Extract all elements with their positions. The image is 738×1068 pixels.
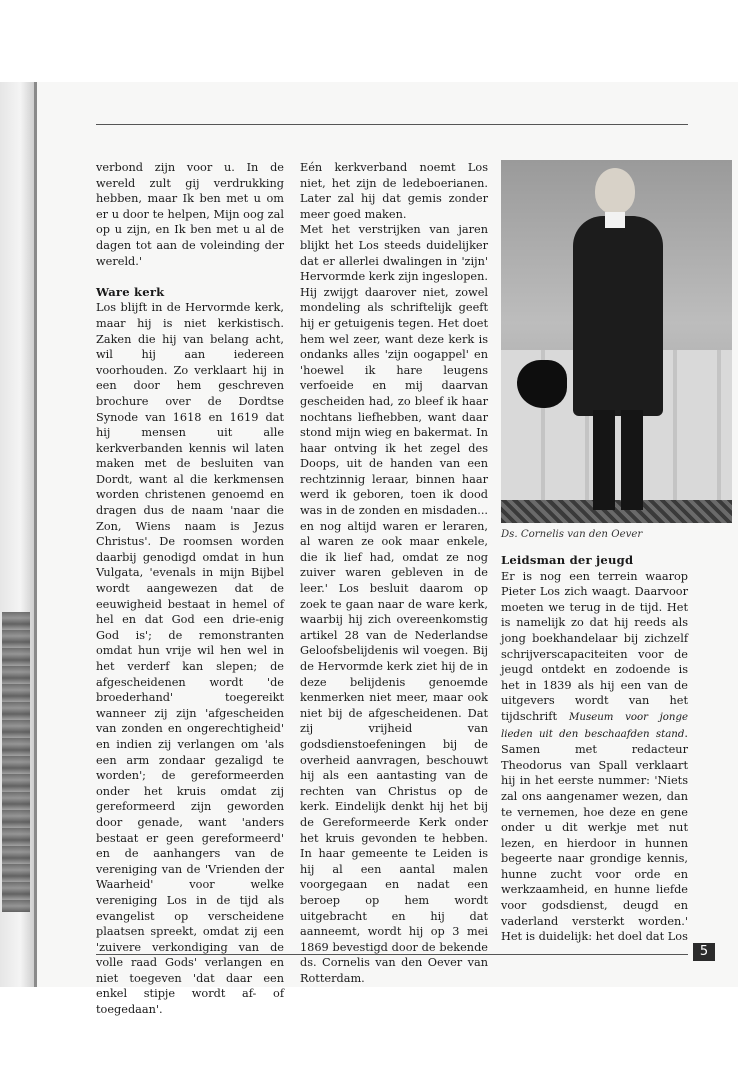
paragraph: Eén kerkverband noemt Los niet, het zijn de ledeboerianen. Later zal hij dat gemis zonder meer goed maken. [300,161,488,221]
text-column-2 [300,160,488,986]
page-number: 5 [693,943,715,961]
paragraph: Los blijft in de Hervormde kerk, maar hij is niet kerkistisch. Zaken die hij van belang acht, wil hij aan iedereen voorhouden. Zo verklaart hij in een door hem geschreven brochure over de Dordtse Synode van 1618 en 1619 dat hij mensen uit alle kerkverbanden kennis wil laten maken met de besluiten van Dordt, want al die kerkmensen worden christenen genoemd en dragen dus de naam 'naar die Zon, Wiens naam is Jezus Christus'. De roomsen worden daarbij genodigd omdat in hun Vulgata, 'evenals in mijn Bijbel wordt aangewezen dat de eeuwigheid bestaat in hemel of hel en dat God een drie-enig God is'; de remonstranten omdat hun vrije wil hen wel in het verderf kan slepen; de afgescheidenen wordt 'de broederhand' toegereikt wanneer zij zijn 'afgescheiden van zonden en ongerechtigheid' en indien zij verlangen om 'als een arm zondaar gezaligd te worden'; de gereformeerden onder het kruis omdat zij gereformeerd zijn geworden door genade, want 'anders bestaat er geen gereformeerd' en de aanhangers van de vereniging van de 'Vrienden der Waarheid' voor welke vereniging Los in de tijd als evangelist op verscheidene plaatsen spreekt, omdat zij een 'zuivere verkondiging van de volle raad Gods' verlangen en niet toegeven 'dat daar een enkel stipje wordt af- of toegedaan'. [96,301,284,1017]
paragraph-text: Er is nog een terrein waarop Pieter Los zich waagt. Daarvoor moeten we terug in de tijd. Het is namelijk zo dat hij reeds als jong boekhandelaar bij zichzelf schrijverscapaciteiten voor de jeugd ontdekt en zodoende is het in 1839 als hij een van de uitgevers wordt van het tijdschrift [501,569,688,723]
bottom-rule [96,954,688,955]
paragraph: Met het verstrijken van jaren blijkt het Los steeds duidelijker dat er allerlei dwalingen in 'zijn' Hervormde kerk zijn ingeslopen. Hij zwijgt daarover niet, zowel mondeling als schriftelijk geeft hij er getuigenis tegen. Het doet hem wel zeer, want deze kerk is ondanks alles 'zijn oogappel' en 'hoewel ik hare leugens verfoeide en mij daarvan gescheiden had, zo bleef ik haar nochtans liefhebben, want daar stond mijn wieg en bakermat. In haar ontving ik het zegel des Doops, uit de handen van een rechtzinnig leraar, binnen haar werd ik geboren, toen ik dood was in de zonden en misdaden... en nog altijd waren er leraren, al waren ze ook maar enkele, die ik lief had, omdat ze nog zuiver waren gebleven in de leer.' Los besluit daarom op zoek te gaan naar de ware kerk, waarbij hij zich overeenkomstig artikel 28 van de Nederlandse Geloofsbelijdenis wil voegen. Bij de Hervormde kerk ziet hij de in deze belijdenis genoemde kenmerken niet meer, maar ook niet bij de afgescheidenen. Dat zij vrijheid van godsdienstoefeningen bij de overheid aanvragen, beschouwt hij als een aantasting van de rechten van Christus op de kerk. Eindelijk denkt hij het bij de Gereformeerde Kerk onder het kruis gevonden te hebben. In haar gemeente te Leiden is hij al een aantal malen voorgegaan en nadat een beroep op hem wordt uitgebracht en hij dat aanneemt, wordt hij op 3 mei 1869 bevestigd door de bekende ds. Cornelis van den Oever van Rotterdam. [300,223,488,985]
paragraph-text: . Samen met redacteur Theodorus van Spall verklaart hij in het eerste nummer: 'Niets zal ons aangenamer wezen, dan te vernemen, hoe deze en gene onder u dit werkje met nut lezen, en hierdoor in hunnen begeerte naar grondige kennis, hunne zucht voor orde en werkzaamheid, en hunne liefde voor godsdienst, deugd en vaderland versterkt worden.' Het is duidelijk: het doel dat Los [501,726,688,944]
hat-in-hand [517,360,567,408]
section-heading-leidsman: Leidsman der jeugd [501,553,634,567]
portrait-photo [501,160,732,523]
section-heading-ware-kerk: Ware kerk [96,284,165,299]
magazine-title: Museum voor jonge lieden uit den beschaafden stand [501,711,688,740]
paragraph [501,569,688,945]
top-rule [96,124,688,125]
text-column-3 [501,553,688,945]
photo-caption: Ds. Cornelis van den Oever [501,529,643,540]
text-column-1 [96,160,284,1018]
adjacent-page-photo [2,612,30,912]
adjacent-page-edge [0,82,34,987]
paragraph: verbond zijn voor u. In de wereld zult gij verdrukking hebben, maar Ik ben met u om er u door te helpen, Mijn oog zal op u zijn, en Ik ben met u al de dagen tot aan de voleinding der wereld.' [96,161,284,268]
